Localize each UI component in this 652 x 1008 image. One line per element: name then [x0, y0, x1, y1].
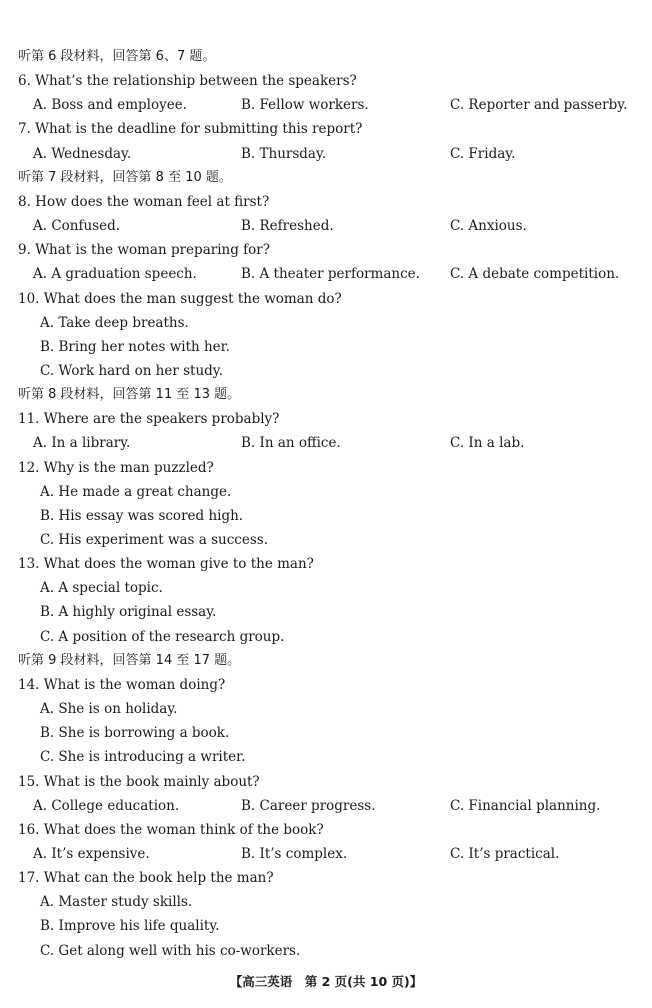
option-c: C. Anxious.	[450, 218, 527, 234]
option-line: C. His experiment was a success.	[40, 532, 268, 548]
option-b: B. Fellow workers.	[241, 97, 369, 113]
option-a: A. Wednesday.	[33, 146, 132, 162]
option-line: A. He made a great change.	[40, 484, 232, 500]
question-stem: 15. What is the book mainly about?	[18, 774, 260, 790]
option-row	[0, 214, 652, 238]
option-b: B. A theater performance.	[241, 266, 420, 282]
option-row	[0, 142, 652, 166]
question-stem: 9. What is the woman preparing for?	[18, 242, 270, 258]
question-stem: 7. What is the deadline for submitting this report?	[18, 121, 363, 137]
option-a: A. Boss and employee.	[33, 97, 187, 113]
option-row	[0, 262, 652, 286]
page-footer: 【高三英语 第 2 页(共 10 页)】	[229, 974, 423, 989]
section-instruction: 听第 9 段材料，回答第 14 至 17 题。	[18, 653, 241, 668]
option-row	[0, 794, 652, 818]
option-a: A. A graduation speech.	[33, 266, 197, 282]
question-stem: 8. How does the woman feel at first?	[18, 194, 270, 210]
option-line: C. Work hard on her study.	[40, 363, 223, 379]
option-line: A. Take deep breaths.	[40, 315, 189, 331]
section-instruction: 听第 8 段材料，回答第 11 至 13 题。	[18, 387, 241, 402]
option-line: C. She is introducing a writer.	[40, 749, 246, 765]
option-c: C. A debate competition.	[450, 266, 620, 282]
option-line: A. A special topic.	[40, 580, 163, 596]
question-stem: 10. What does the man suggest the woman do?	[18, 291, 342, 307]
option-b: B. Thursday.	[241, 146, 327, 162]
option-b: B. It’s complex.	[241, 846, 348, 862]
question-stem: 11. Where are the speakers probably?	[18, 411, 280, 427]
option-row	[0, 431, 652, 455]
option-line: C. Get along well with his co-workers.	[40, 943, 301, 959]
option-row	[0, 842, 652, 866]
option-line: A. Master study skills.	[40, 894, 193, 910]
question-stem: 17. What can the book help the man?	[18, 870, 274, 886]
option-line: B. Bring her notes with her.	[40, 339, 230, 355]
question-stem: 16. What does the woman think of the book?	[18, 822, 324, 838]
section-instruction: 听第 7 段材料，回答第 8 至 10 题。	[18, 170, 232, 185]
option-line: B. His essay was scored high.	[40, 508, 244, 524]
option-line: B. A highly original essay.	[40, 604, 217, 620]
option-c: C. Friday.	[450, 146, 516, 162]
option-line: A. She is on holiday.	[40, 701, 178, 717]
question-stem: 13. What does the woman give to the man?	[18, 556, 314, 572]
option-row	[0, 93, 652, 117]
question-stem: 14. What is the woman doing?	[18, 677, 226, 693]
option-a: A. Confused.	[33, 218, 121, 234]
question-stem: 6. What’s the relationship between the speakers?	[18, 73, 357, 89]
question-stem: 12. Why is the man puzzled?	[18, 460, 214, 476]
option-a: A. It’s expensive.	[33, 846, 150, 862]
option-c: C. In a lab.	[450, 435, 525, 451]
option-c: C. It’s practical.	[450, 846, 560, 862]
option-a: A. College education.	[33, 798, 180, 814]
option-line: C. A position of the research group.	[40, 629, 285, 645]
option-c: C. Reporter and passerby.	[450, 97, 628, 113]
option-line: B. She is borrowing a book.	[40, 725, 230, 741]
option-line: B. Improve his life quality.	[40, 918, 220, 934]
option-b: B. Refreshed.	[241, 218, 334, 234]
section-instruction: 听第 6 段材料，回答第 6、7 题。	[18, 49, 216, 64]
option-a: A. In a library.	[33, 435, 131, 451]
option-b: B. In an office.	[241, 435, 341, 451]
option-b: B. Career progress.	[241, 798, 376, 814]
option-c: C. Financial planning.	[450, 798, 601, 814]
